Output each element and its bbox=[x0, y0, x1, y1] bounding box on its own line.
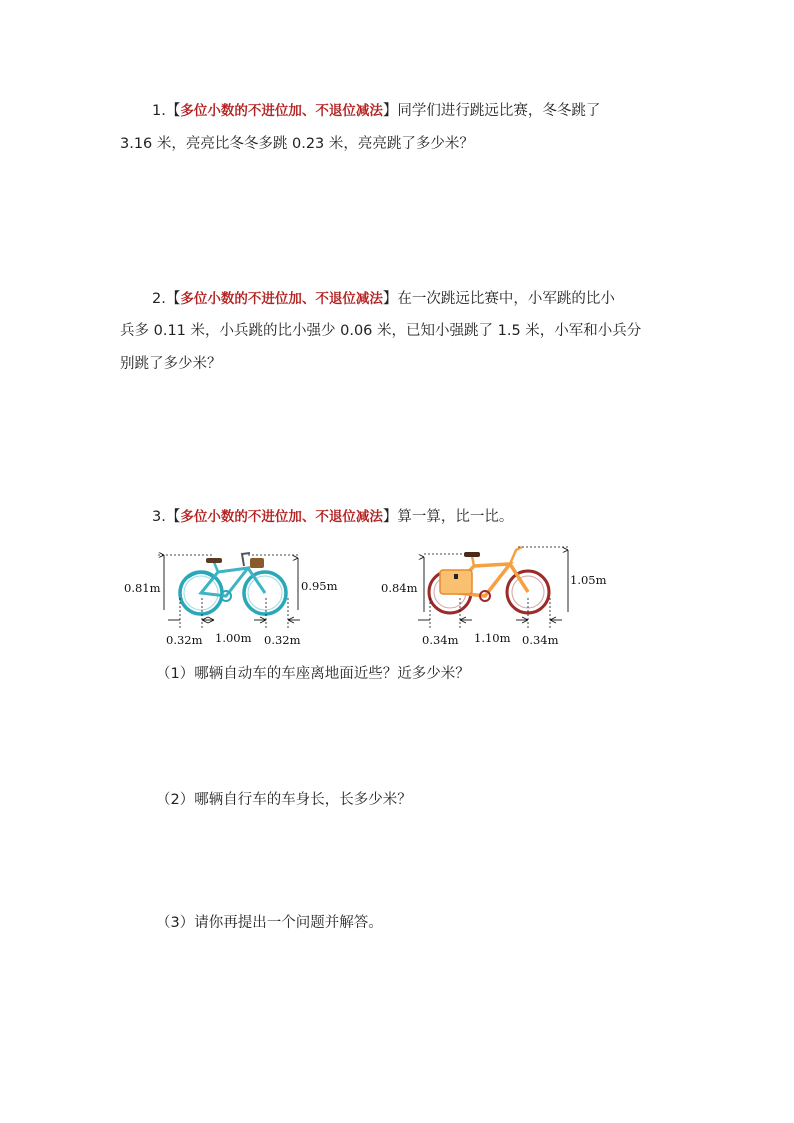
blue-height-right-label: 0.95m bbox=[301, 579, 338, 593]
q1-line-1 bbox=[152, 101, 600, 121]
q2-bracket-open: 【 bbox=[165, 291, 181, 307]
q2-line-2 bbox=[120, 321, 641, 341]
q3-sub-1-text: （1）哪辆自动车的车座离地面近些？近多少米？ bbox=[156, 666, 470, 682]
orange-bicycle bbox=[381, 547, 607, 647]
q3-line-1 bbox=[152, 507, 513, 527]
q3-sub-2 bbox=[156, 790, 412, 810]
q3-topic-tag: 多位小数的不进位加、不退位减法 bbox=[180, 509, 383, 525]
q3-sub-3-text: （3）请你再提出一个问题并解答。 bbox=[156, 915, 383, 931]
blue-height-left-label: 0.81m bbox=[124, 581, 161, 595]
q2-text-2: 兵多 0.11 米，小兵跳的比小强少 0.06 米，已知小强跳了 1.5 米，小军和小兵分 bbox=[120, 323, 642, 339]
q2-line-1 bbox=[152, 289, 615, 309]
q1-text-2: 3.16 米，亮亮比冬冬多跳 0.23 米，亮亮跳了多少米？ bbox=[120, 136, 474, 152]
q2-text-1: 在一次跳远比赛中，小军跳的比小 bbox=[397, 291, 615, 307]
q1-number: 1. bbox=[152, 103, 166, 119]
orange-body-label: 1.10m bbox=[474, 631, 511, 645]
orange-height-left-label: 0.84m bbox=[381, 581, 418, 595]
bicycle-diagram bbox=[118, 544, 618, 654]
q1-topic-tag: 多位小数的不进位加、不退位减法 bbox=[180, 103, 383, 119]
q1-text-1: 同学们进行跳远比赛，冬冬跳了 bbox=[397, 103, 601, 119]
q2-bracket-close: 】 bbox=[382, 291, 398, 307]
q1-line-2 bbox=[120, 134, 474, 154]
q1-bracket-open: 【 bbox=[165, 103, 181, 119]
q3-sub-3 bbox=[156, 913, 383, 933]
blue-bicycle-icon bbox=[180, 553, 286, 614]
blue-wheel-right-label: 0.32m bbox=[264, 633, 301, 647]
blue-body-label: 1.00m bbox=[215, 631, 252, 645]
blue-bicycle bbox=[124, 553, 338, 647]
orange-wheel-right-label: 0.34m bbox=[522, 633, 559, 647]
blue-wheel-left-label: 0.32m bbox=[166, 633, 203, 647]
q3-text-1: 算一算，比一比。 bbox=[397, 509, 514, 525]
q2-number: 2. bbox=[152, 291, 166, 307]
q2-topic-tag: 多位小数的不进位加、不退位减法 bbox=[180, 291, 383, 307]
q3-number: 3. bbox=[152, 509, 166, 525]
q1-bracket-close: 】 bbox=[382, 103, 398, 119]
q2-text-3: 别跳了多少米？ bbox=[120, 356, 222, 372]
q2-line-3 bbox=[120, 354, 222, 374]
orange-bicycle-icon bbox=[429, 547, 549, 613]
q3-sub-2-text: （2）哪辆自行车的车身长，长多少米？ bbox=[156, 792, 412, 808]
orange-wheel-left-label: 0.34m bbox=[422, 633, 459, 647]
orange-height-right-label: 1.05m bbox=[570, 573, 607, 587]
q3-bracket-close: 】 bbox=[382, 509, 398, 525]
q3-sub-1 bbox=[156, 664, 470, 684]
q3-bracket-open: 【 bbox=[165, 509, 181, 525]
bicycle-figure bbox=[118, 544, 618, 654]
